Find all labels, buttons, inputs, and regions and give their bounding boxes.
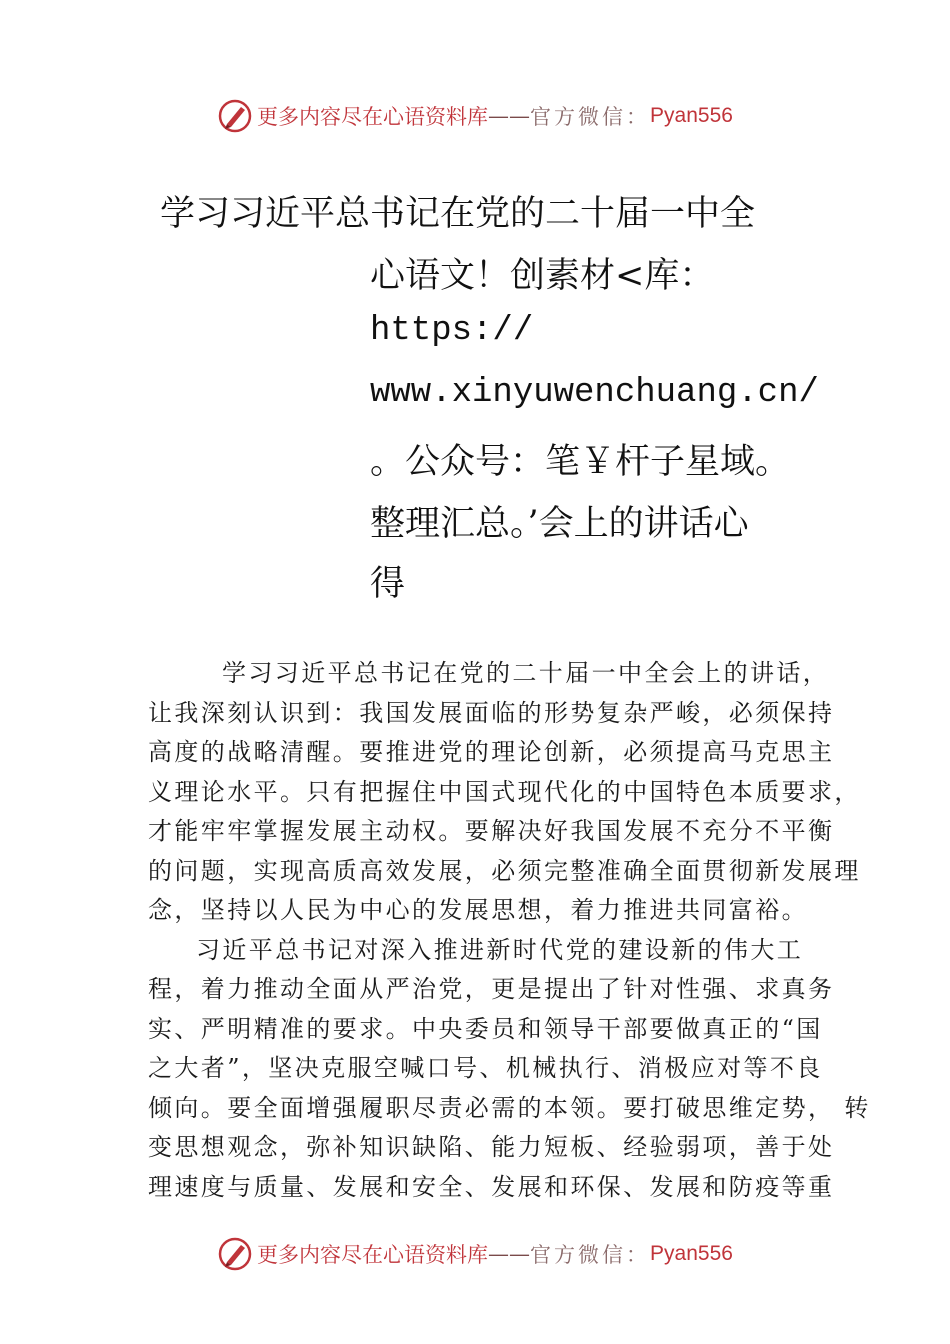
banner-wechat-label: 官方微信： (530, 105, 651, 129)
paragraph-line: 才能牢牢掌握发展主动权。要解决好我国发展不充分不平衡 (148, 817, 835, 845)
paragraph-line: 让我深刻认识到：我国发展面临的形势复杂严峻，必须保持 (148, 699, 835, 727)
paragraph-line: 高度的战略清醒。要推进党的理论创新，必须提高马克思主 (148, 738, 835, 766)
paragraph-line: 之大者”，坚决克服空喊口号、机械执行、消极应对等不良 (148, 1054, 823, 1082)
pen-logo-icon (217, 1236, 253, 1272)
title-line: 。公众号：笔￥杆子星域。 (370, 442, 791, 482)
paragraph-line: 实、严明精准的要求。中央委员和领导干部要做真正的“国 (148, 1015, 823, 1043)
banner-dash: —— (488, 104, 531, 128)
banner-text: 更多内容尽在心语资料库 (257, 105, 489, 129)
paragraph-line: 义理论水平。只有把握住中国式现代化的中国特色本质要求， (148, 778, 861, 806)
banner-wechat-label: 官方微信： (530, 1243, 651, 1267)
paragraph-line: 程，着力推动全面从严治党，更是提出了针对性强、求真务 (148, 975, 835, 1003)
title-line: 心语文！创素材<库： (370, 256, 715, 296)
title-line: 整理汇总。’会上的讲话心 (370, 504, 749, 544)
footer-banner (0, 1234, 950, 1274)
paragraph-line: 念，坚持以人民为中心的发展思想，着力推进共同富裕。 (148, 896, 808, 924)
title-line: 得 (370, 564, 406, 604)
paragraph-line: 习近平总书记对深入推进新时代党的建设新的伟大工 (196, 936, 804, 964)
paragraph-line: 理速度与质量、发展和安全、发展和环保、发展和防疫等重 (148, 1173, 835, 1201)
paragraph-line: 变思想观念，弥补知识缺陷、能力短板、经验弱项，善于处 (148, 1133, 835, 1161)
banner-dash: —— (488, 1242, 531, 1266)
paragraph-line: 倾向。要全面增强履职尽责必需的本领。要打破思维定势， 转 (148, 1094, 871, 1122)
title-url-line: https:// (370, 312, 534, 350)
banner-wechat-id: Pyan556 (650, 104, 733, 127)
banner-wechat-id: Pyan556 (650, 1242, 733, 1265)
header-banner (0, 96, 950, 136)
banner-text: 更多内容尽在心语资料库 (257, 1243, 489, 1267)
title-line: 学习习近平总书记在党的二十届一中全 (160, 194, 756, 234)
pen-logo-icon (217, 98, 253, 134)
paragraph-line: 的问题，实现高质高效发展，必须完整准确全面贯彻新发展理 (148, 857, 861, 885)
paragraph-line: 学习习近平总书记在党的二十届一中全会上的讲话， (222, 659, 830, 687)
title-url-line: www.xinyuwenchuang.cn/ (370, 374, 819, 412)
